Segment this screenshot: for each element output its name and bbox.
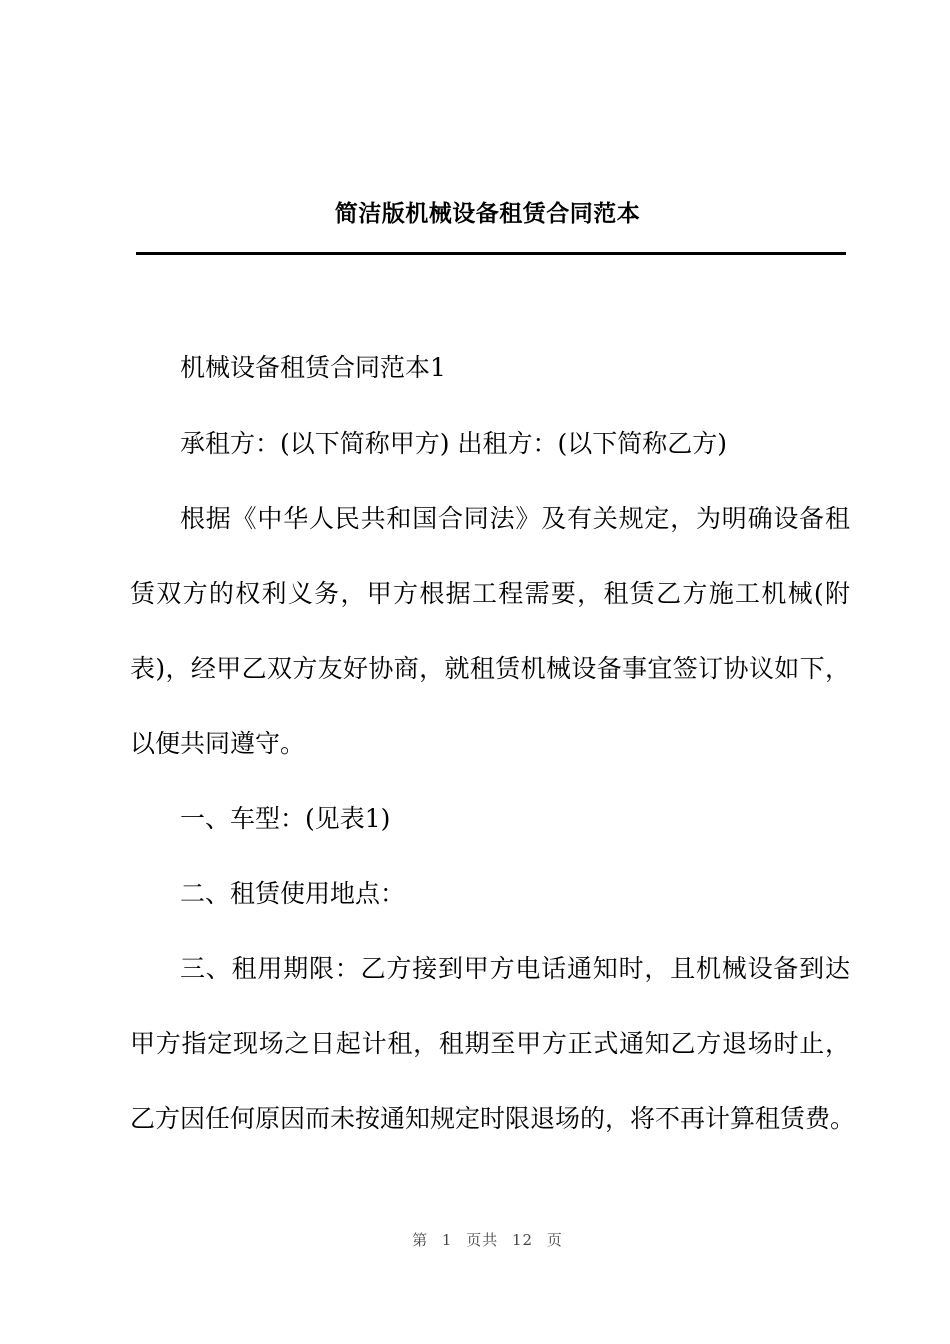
paragraph-line: 赁双方的权利义务，甲方根据工程需要，租赁乙方施工机械(附 — [130, 579, 850, 608]
paragraph-line: 根据《中华人民共和国合同法》及有关规定，为明确设备租 — [180, 504, 850, 533]
page-number-footer: 第 1 页共 12 页 — [412, 1231, 563, 1249]
clause-term-line: 三、租用期限：乙方接到甲方电话通知时，且机械设备到达 — [180, 954, 850, 983]
paragraph-line: 以便共同遵守。 — [130, 729, 306, 758]
clause-term-line: 乙方因任何原因而未按通知规定时限退场的，将不再计算租赁费。 — [130, 1104, 856, 1133]
section-heading: 机械设备租赁合同范本1 — [180, 353, 446, 382]
clause-vehicle-type: 一、车型：(见表1) — [180, 804, 391, 833]
parties-line: 承租方：(以下简称甲方) 出租方：(以下简称乙方) — [180, 429, 727, 458]
document-title: 简洁版机械设备租赁合同范本 — [334, 201, 641, 227]
paragraph-line: 表)，经甲乙双方友好协商，就租赁机械设备事宜签订协议如下， — [130, 654, 850, 683]
clause-location: 二、租赁使用地点： — [180, 879, 406, 908]
clause-term-line: 甲方指定现场之日起计租，租期至甲方正式通知乙方退场时止， — [130, 1029, 850, 1058]
title-underline — [136, 252, 846, 255]
